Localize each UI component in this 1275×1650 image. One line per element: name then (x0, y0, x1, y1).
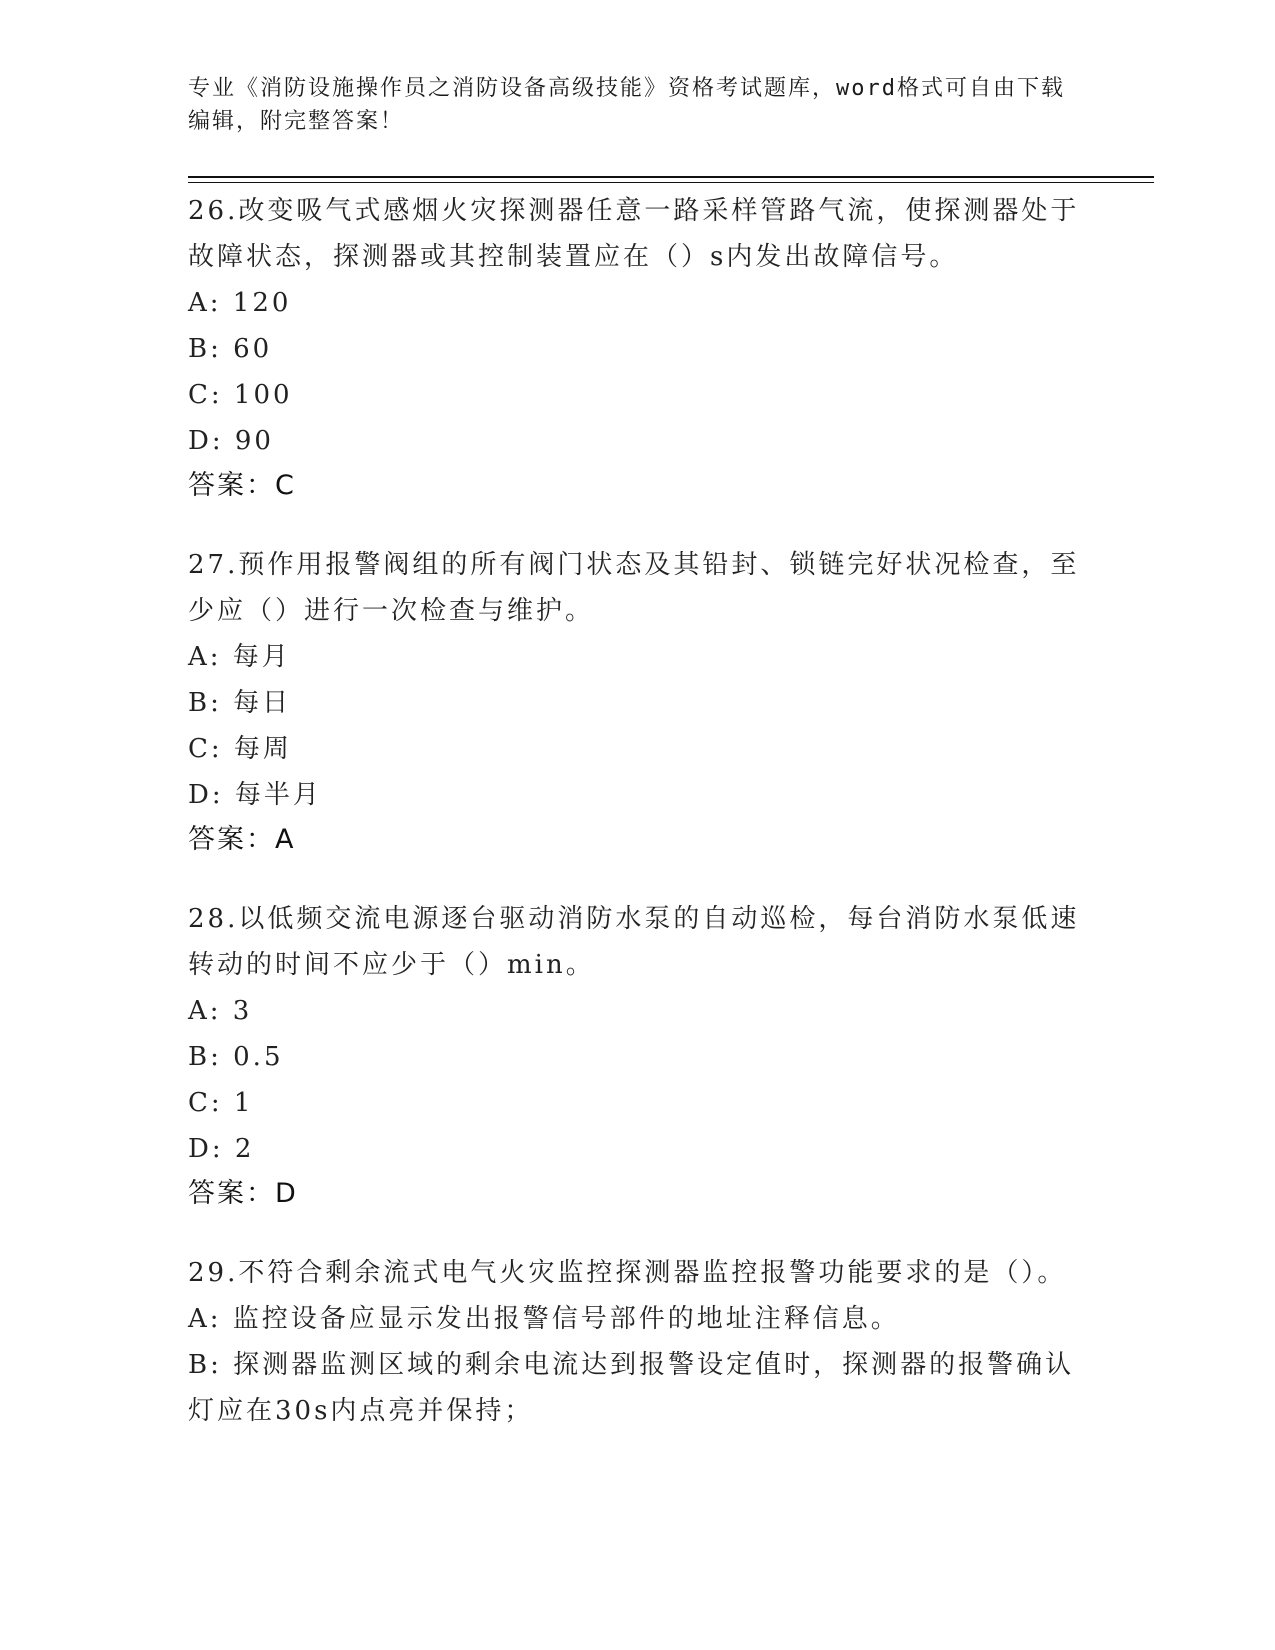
question-text: 27.预作用报警阀组的所有阀门状态及其铅封、锁链完好状况检查，至少应（）进行一次检查与维护。 (188, 550, 1080, 626)
document-header: 专业《消防设施操作员之消防设备高级技能》资格考试题库，word格式可自由下载编辑，附完整答案！ (188, 76, 1065, 134)
option-c: C: 1 (188, 1088, 254, 1118)
option-b: B: 探测器监测区域的剩余电流达到报警设定值时，探测器的报警确认灯应在30s内点亮并保持； (188, 1350, 1075, 1426)
answer-label: 答案：D (188, 1178, 298, 1209)
option-b: B: 每日 (188, 688, 292, 718)
option-a: A: 监控设备应显示发出报警信号部件的地址注释信息。 (188, 1304, 900, 1334)
option-d: D: 90 (188, 426, 274, 456)
option-c: C: 100 (188, 380, 293, 410)
question-28 (188, 896, 1088, 1216)
answer-label: 答案：A (188, 824, 296, 855)
question-list (188, 188, 1088, 1468)
question-26 (188, 188, 1088, 508)
option-d: D: 每半月 (188, 780, 322, 810)
option-a: A: 3 (188, 996, 253, 1026)
question-29 (188, 1250, 1088, 1434)
answer-label: 答案：C (188, 470, 296, 501)
question-27 (188, 542, 1088, 862)
question-text: 26.改变吸气式感烟火灾探测器任意一路采样管路气流，使探测器处于故障状态，探测器或其控制装置应在（）s内发出故障信号。 (188, 196, 1080, 272)
option-a: A: 每月 (188, 642, 291, 672)
option-c: C: 每周 (188, 734, 292, 764)
question-text: 29.不符合剩余流式电气火灾监控探测器监控报警功能要求的是（）。 (188, 1258, 1067, 1288)
option-b: B: 0.5 (188, 1042, 284, 1072)
option-d: D: 2 (188, 1134, 255, 1164)
question-text: 28.以低频交流电源逐台驱动消防水泵的自动巡检，每台消防水泵低速转动的时间不应少于（）min。 (188, 904, 1080, 980)
option-a: A: 120 (188, 288, 292, 318)
header-divider-thick (188, 176, 1154, 178)
option-b: B: 60 (188, 334, 273, 364)
header-divider-thin (188, 182, 1154, 183)
